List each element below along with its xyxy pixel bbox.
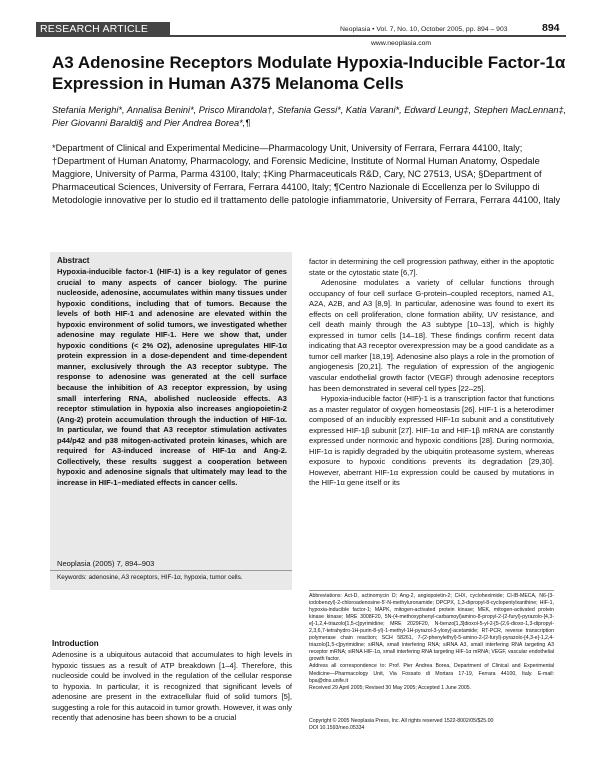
correspondence: Address all correspondence to: Prof. Pier Andrea Borea, Department of Clinical and Experimental Medicine—Pharmacology Unit, Via Fossato di Mortara 17-19, Ferrara 44100, Italy. E-mail: bpa@dns.unife.it [309, 663, 554, 684]
abstract-heading: Abstract [57, 256, 90, 265]
journal-url[interactable]: www.neoplasia.com [371, 40, 432, 47]
abstract-text: Hypoxia-inducible factor-1 (HIF-1) is a key regulator of genes crucial to many aspects of cancer biology. The purine nucleoside, adenosine, accumulates within many tissues under hypoxic conditions, including that of tumors. Because the levels of both HIF-1 and adenosine are elevated within the hypoxic environment of solid tumors, we investigated whether adenosine may regulate HIF-1. Here we show that, under hypoxic conditions (< 2% O2), adenosine upregulates HIF-1α protein expression in a dose-dependent and time-dependent manner, exclusively through the A3 receptor subtype. The response to adenosine was generated at the cell surface because the inhibition of A3 receptor expression, by using small interfering RNA, abolished nucleoside effects. A3 receptor stimulation in hypoxia also increases angiopoietin-2 (Ang-2) protein accumulation through the induction of HIF-1α. In particular, we found that A3 receptor stimulation activates p44/p42 and p38 mitogen-activated protein kinases, which are required for A3-induced increase of HIF-1α and Ang-2. Collectively, these results suggest a cooperation between hypoxic and adenosine signals that ultimately may lead to the increase in HIF-1–mediated effects in cancer cells. [57, 267, 287, 487]
paragraph: Adenosine modulates a variety of cellular functions through occupancy of four cell surface G-protein–coupled receptors, named A1, A2A, A2B, and A3 [8,9]. In particular, adenosine was found to exert its effects on cell proliferation, clone formation ability, UV resistance, and cell death mainly through the A3 subtype [10–13], which is highly expressed in tumor cells [14–18]. These findings confirm recent data indicating that A3 receptor overexpression may be a good candidate as a tumor cell marker [18,19]. Adenosine also plays a role in the promotion of angiogenesis [20,21]. The regulation of expression of the angiogenic vascular endothelial growth factor (VEGF) through adenosine receptors has been demonstrated in several cell types [22–25]. [309, 278, 554, 393]
author-list: Stefania Merighi*, Annalisa Benini*, Prisco Mirandola†, Stefania Gessi*, Katia Varani*, Edward Leung‡, Stephen MacLennan‡, Pier Giovanni Baraldi§ and Pier Andrea Borea*,¶ [52, 105, 567, 128]
paragraph: factor in determining the cell progression pathway, either in the apoptotic state or the cytostatic state [6,7]. [309, 257, 554, 277]
footnote-divider [309, 590, 554, 591]
paragraph: Hypoxia-inducible factor (HIF)-1 is a transcription factor that functions as a master regulator of oxygen homeostasis [26]. HIF-1 is a heterodimer composed of an inducibly expressed HIF-1α subunit and a constitutively expressed HIF-1β subunit [27]. HIF-1α and HIF-1β mRNA are constantly expressed under normoxic and hypoxic conditions [28]. During normoxia, HIF-1α is rapidly degraded by the ubiquitin proteasome system, whereas exposure to hypoxic conditions prevents its degradation [29,30]. However, aberrant HIF-1α expression could be caused by mutations in the HIF-1α gene itself or its [309, 394, 554, 488]
copyright: Copyright © 2005 Neoplasia Press, Inc. All rights reserved 1522-8002/05/$25.00 [309, 718, 494, 724]
introduction-text [52, 650, 292, 724]
abbreviations: Abbreviations: Act-D, actinomycin D; Ang-2, angiopoietin-2; CHX, cycloheximide; Cl-IB-MECA, N6-(3-iodobenzyl)-2-chloroadenosine-5′-N-methyluronamide; DPCPX, 1,3-dipropyl-8-cyclopentylxanthine; HIF-1, hypoxia-inducible factor-1; MAPK, mitogen-activated protein kinase; MEK, mitogen-activated protein kinase kinase; MRE 3008F20, 5N-(4-methoxyphenyl-carbamoyl)amino-8-propyl-2-(2-furyl)-pyrazolo-[4,3-e]-1,2,4-triazolo[1,5-c]pyrimidine; MRE 2029F20, N-benzo[1,3]dioxol-5-yl-2-[5-(2,6-dioxo-1,3-dipropyl-2,3,6,7-tetrahydro-1H-purin-8-yl)-1-methyl-1H-pyrazol-3-yloxy]-acetamide; RT-PCR, reverse transcription polymerase chain reaction; SCH 58261, 7-(2-phenylethyl)-5-amino-2-(2-furyl)-pyrazolo-[4,3-e]-1,2,4-triazolo[1,5-c]pyrimidine; siRNA, small interfering RNA; siRNA A3, small interfering RNA targeting A3 receptor mRNA; siRNA HIF-1α, small interfering RNA targeting HIF-1α mRNA; VEGF, vascular endothelial growth factor. [309, 593, 554, 663]
right-column-text [309, 257, 554, 489]
article-title: A3 Adenosine Receptors Modulate Hypoxia-Inducible Factor-1α Expression in Human A375 Melanoma Cells [52, 53, 566, 93]
abstract-citation: Neoplasia (2005) 7, 894–903 [57, 559, 155, 568]
footnotes [309, 593, 554, 692]
page-number: 894 [542, 22, 560, 34]
introduction-heading: Introduction [52, 639, 99, 648]
copyright-block [309, 718, 554, 732]
section-label: RESEARCH ARTICLE [36, 22, 170, 36]
header-rule [36, 35, 566, 37]
received-dates: Received 29 April 2005; Revised 30 May 2005; Accepted 1 June 2005. [309, 684, 472, 691]
journal-citation: Neoplasia • Vol. 7, No. 10, October 2005, pp. 894 – 903 [340, 26, 508, 33]
keywords-divider [50, 570, 292, 571]
doi[interactable]: DOI 10.1593/neo.05334 [309, 725, 365, 731]
keywords: Keywords: adenosine, A3 receptors, HIF-1α, hypoxia, tumor cells. [57, 574, 243, 581]
affiliations: *Department of Clinical and Experimental Medicine—Pharmacology Unit, University of Ferrara, Ferrara 44100, Italy; †Department of Human Anatomy, Pharmacology, and Forensic Medicine, Institute of Normal Human Anatomy, Ospedale Maggiore, University of Parma, Parma 43100, Italy; ‡King Pharmaceuticals R&D, Cary, NC 27513, USA; §Department of Pharmaceutical Sciences, University of Ferrara, Ferrara 44100, Italy; ¶Centro Nazionale di Eccellenza per lo Sviluppo di Metodologie innovative per lo studio ed il trattamento delle patologie infiammatorie, University of Ferrara, Ferrara 44100, Italy [52, 143, 561, 205]
paragraph: Adenosine is a ubiquitous autacoid that accumulates to high levels in hypoxic tissues as a result of ATP breakdown [1–4]. Therefore, this nucleoside could be involved in the regulation of the cellular response to hypoxia. In particular, it is recognized that significant levels of adenosine are present in the extracellular fluid of solid tumors [5], suggesting a role for this autacoid in tumor growth. However, it was only recently that adenosine has been shown to be a crucial [52, 650, 292, 723]
